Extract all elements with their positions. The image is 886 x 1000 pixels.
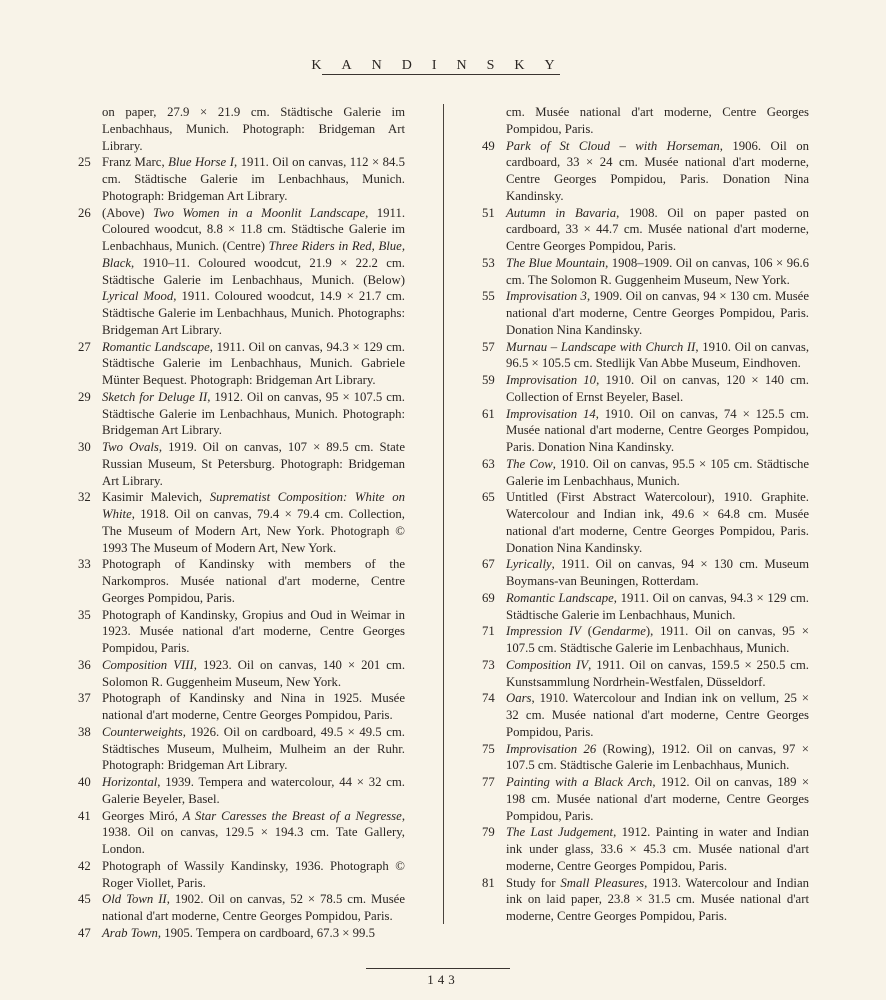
caption-number: 45 — [78, 892, 91, 907]
caption-text: Georges Miró, A Star Caresses the Breast of a Negresse, 1938. Oil on canvas, 129.5 × 194.3 cm. Tate Gallery, London. — [102, 808, 405, 856]
caption-text: (Above) Two Women in a Moonlit Landscape, 1911. Coloured woodcut, 8.8 × 11.8 cm. Städtische Galerie im Lenbachhaus, Munich. (Centre) Three Riders in Red, Blue, Black, 1910–11. Coloured woodcut, 21.9 × 22.2 cm. Städtische Galerie im Lenbachhaus, Munich. (Below) Lyrical Mood, 1911. Coloured woodcut, 14.9 × 21.7 cm. Städtische Galerie im Lenbachhaus, Munich. Photographs: Bridgeman Art Library. — [102, 205, 406, 337]
caption-number: 67 — [482, 557, 495, 572]
caption-text: Composition IV, 1911. Oil on canvas, 159.5 × 250.5 cm. Kunstsammlung Nordrhein-Westfalen, Düsseldorf. — [506, 657, 809, 689]
caption-number: 38 — [78, 724, 91, 739]
caption-entry — [482, 657, 809, 691]
caption-entry — [78, 339, 405, 389]
caption-entry — [482, 556, 809, 590]
caption-text: Lyrically, 1911. Oil on canvas, 94 × 130 cm. Museum Boymans-van Beuningen, Rotterdam. — [506, 557, 809, 588]
caption-text: Romantic Landscape, 1911. Oil on canvas, 94.3 × 129 cm. Städtische Galerie im Lenbachhaus, Munich. — [506, 590, 809, 622]
caption-text: Untitled (First Abstract Watercolour), 1910. Graphite. Watercolour and Indian ink, 49.6 × 64.8 cm. Musée national d'art moderne, Centre Georges Pompidou, Paris. Donation Nina Kandinsky. — [506, 490, 809, 555]
header-rule — [322, 74, 560, 75]
caption-text: Murnau – Landscape with Church II, 1910. Oil on canvas, 96.5 × 105.5 cm. Stedlijk Van Abbe Museum, Eindhoven. — [506, 339, 810, 371]
page-header-title: KANDINSKY — [311, 58, 575, 73]
caption-entry — [482, 875, 809, 925]
caption-number: 29 — [78, 389, 91, 404]
caption-number — [482, 104, 506, 138]
caption-entry — [78, 657, 405, 691]
caption-number: 75 — [482, 741, 495, 756]
caption-number: 74 — [482, 691, 495, 706]
caption-number: 35 — [78, 607, 91, 622]
caption-number: 61 — [482, 406, 495, 421]
caption-number: 51 — [482, 205, 495, 220]
caption-entry — [482, 590, 809, 624]
caption-text: Franz Marc, Blue Horse I, 1911. Oil on canvas, 112 × 84.5 cm. Städtische Galerie im Lenbachhaus, Munich. Photograph: Bridgeman Art Library. — [102, 155, 405, 203]
caption-text: Painting with a Black Arch, 1912. Oil on canvas, 189 × 198 cm. Musée national d'art moderne, Centre Georges Pompidou, Paris. — [506, 775, 810, 823]
caption-text: Composition VIII, 1923. Oil on canvas, 140 × 201 cm. Solomon R. Guggenheim Museum, New York. — [102, 657, 406, 689]
caption-text: Improvisation 3, 1909. Oil on canvas, 94 × 130 cm. Musée national d'art moderne, Centre Georges Pompidou, Paris. Donation Nina Kandinsky. — [506, 289, 809, 337]
caption-entry — [482, 339, 809, 373]
caption-entry — [482, 824, 809, 874]
caption-entry — [482, 288, 809, 338]
caption-number: 59 — [482, 373, 495, 387]
caption-number: 63 — [482, 456, 495, 471]
caption-entry — [78, 439, 405, 489]
caption-number: 79 — [482, 825, 495, 840]
caption-text: Park of St Cloud – with Horseman, 1906. Oil on cardboard, 33 × 24 cm. Musée national d'art moderne, Centre Georges Pompidou, Paris. Donation Nina Kandinsky. — [506, 138, 809, 203]
caption-number: 26 — [78, 205, 91, 220]
caption-entry — [78, 104, 405, 154]
caption-number: 49 — [482, 138, 495, 153]
caption-number — [78, 104, 102, 154]
caption-number: 30 — [78, 440, 91, 454]
caption-text: Sketch for Deluge II, 1912. Oil on canvas, 95 × 107.5 cm. Städtische Galerie im Lenbachhaus, Munich. Photograph: Bridgeman Art Library. — [102, 389, 405, 438]
caption-text: Impression IV (Gendarme), 1911. Oil on canvas, 95 × 107.5 cm. Städtische Galerie im Lenbachhaus, Munich. — [506, 624, 809, 655]
caption-number: 77 — [482, 775, 495, 789]
caption-entry — [78, 389, 405, 439]
caption-entry — [78, 690, 405, 724]
caption-text: The Blue Mountain, 1908–1909. Oil on canvas, 106 × 96.6 cm. The Solomon R. Guggenheim Museum, New York. — [506, 255, 810, 287]
caption-entry — [78, 808, 405, 858]
caption-entry — [78, 154, 405, 204]
caption-number: 65 — [482, 490, 495, 505]
caption-text: Old Town II, 1902. Oil on canvas, 52 × 78.5 cm. Musée national d'art moderne, Centre Georges Pompidou, Paris. — [102, 892, 405, 923]
page-number: 143 — [427, 972, 459, 987]
caption-text: Oars, 1910. Watercolour and Indian ink on vellum, 25 × 32 cm. Musée national d'art moderne, Centre Georges Pompidou, Paris. — [506, 691, 809, 739]
caption-number: 47 — [78, 925, 91, 940]
caption-entry — [78, 205, 405, 339]
caption-number: 53 — [482, 255, 495, 270]
caption-entry — [78, 925, 405, 942]
caption-number: 55 — [482, 289, 495, 304]
caption-number: 69 — [482, 590, 495, 605]
caption-text: The Last Judgement, 1912. Painting in water and Indian ink under glass, 33.6 × 45.3 cm. Musée national d'art moderne, Centre Georges Pompidou, Paris. — [506, 825, 809, 873]
caption-text: Improvisation 26 (Rowing), 1912. Oil on canvas, 97 × 107.5 cm. Städtische Galerie im Lenbachhaus, Munich. — [506, 741, 809, 773]
caption-text: cm. Musée national d'art moderne, Centre Georges Pompidou, Paris. — [506, 105, 809, 136]
caption-entry — [482, 255, 809, 289]
caption-number: 36 — [78, 657, 91, 672]
caption-entry — [78, 891, 405, 925]
caption-text: Improvisation 10, 1910. Oil on canvas, 120 × 140 cm. Collection of Ernst Beyeler, Basel. — [506, 373, 809, 404]
caption-entry — [482, 489, 809, 556]
caption-number: 37 — [78, 691, 91, 706]
caption-entry — [78, 556, 405, 606]
caption-text: Romantic Landscape, 1911. Oil on canvas, 94.3 × 129 cm. Städtische Galerie im Lenbachhaus, Munich. Gabriele Münter Bequest. Photograph: Bridgeman Art Library. — [102, 339, 405, 387]
caption-text: Autumn in Bavaria, 1908. Oil on paper pasted on cardboard, 33 × 44.7 cm. Musée national d'art moderne, Centre Georges Pompidou, Paris. — [506, 205, 809, 253]
caption-text: Two Ovals, 1919. Oil on canvas, 107 × 89.5 cm. State Russian Museum, St Petersburg. Photograph: Bridgeman Art Library. — [102, 440, 405, 488]
caption-entry — [78, 607, 405, 657]
right-column — [482, 104, 809, 925]
caption-text: Photograph of Kandinsky, Gropius and Oud in Weimar in 1923. Musée national d'art moderne, Centre Georges Pompidou, Paris. — [102, 607, 405, 655]
caption-entry — [78, 489, 405, 556]
caption-entry — [482, 104, 809, 138]
caption-text: on paper, 27.9 × 21.9 cm. Städtische Galerie im Lenbachhaus, Munich. Photograph: Bridgeman Art Library. — [102, 105, 405, 153]
caption-entry — [482, 406, 809, 456]
caption-text: The Cow, 1910. Oil on canvas, 95.5 × 105 cm. Städtische Galerie im Lenbachhaus, Munich. — [506, 456, 809, 488]
column-divider — [443, 104, 444, 924]
caption-number: 32 — [78, 490, 91, 505]
caption-number: 73 — [482, 657, 495, 672]
footer-rule — [366, 968, 510, 969]
caption-entry — [482, 372, 809, 406]
caption-entry — [482, 456, 809, 490]
caption-text: Counterweights, 1926. Oil on cardboard, 49.5 × 49.5 cm. Städtisches Museum, Mulheim, Mulheim an der Ruhr. Photograph: Bridgeman Art Library. — [102, 724, 405, 773]
caption-entry — [78, 724, 405, 774]
caption-entry — [78, 774, 405, 808]
caption-text: Improvisation 14, 1910. Oil on canvas, 74 × 125.5 cm. Musée national d'art moderne, Centre Georges Pompidou, Paris. Donation Nina Kandinsky. — [506, 406, 809, 454]
caption-text: Study for Small Pleasures, 1913. Watercolour and Indian ink on laid paper, 23.8 × 31.5 cm. Musée national d'art moderne, Centre Georges Pompidou, Paris. — [506, 875, 810, 923]
caption-text: Photograph of Wassily Kandinsky, 1936. Photograph © Roger Viollet, Paris. — [102, 858, 405, 890]
caption-number: 42 — [78, 858, 91, 873]
caption-entry — [482, 623, 809, 657]
caption-entry — [482, 741, 809, 775]
caption-text: Photograph of Kandinsky with members of the Narkompros. Musée national d'art moderne, Centre Georges Pompidou, Paris. — [102, 557, 405, 605]
caption-number: 41 — [78, 808, 91, 823]
caption-number: 81 — [482, 875, 495, 890]
caption-text: Horizontal, 1939. Tempera and watercolour, 44 × 32 cm. Galerie Beyeler, Basel. — [102, 775, 405, 806]
caption-number: 40 — [78, 775, 91, 789]
caption-entry — [482, 690, 809, 740]
caption-number: 71 — [482, 624, 495, 639]
caption-entry — [482, 138, 809, 205]
caption-text: Arab Town, 1905. Tempera on cardboard, 67.3 × 99.5 — [102, 925, 375, 940]
caption-number: 33 — [78, 557, 91, 572]
caption-number: 57 — [482, 339, 495, 354]
caption-entry — [482, 205, 809, 255]
caption-number: 25 — [78, 155, 91, 170]
caption-text: Photograph of Kandinsky and Nina in 1925. Musée national d'art moderne, Centre Georges Pompidou, Paris. — [102, 691, 405, 722]
caption-entry — [482, 774, 809, 824]
caption-number: 27 — [78, 339, 91, 354]
left-column — [78, 104, 405, 942]
caption-text: Kasimir Malevich, Suprematist Composition: White on White, 1918. Oil on canvas, 79.4 × 79.4 cm. Collection, The Museum of Modern Art, New York. Photograph © 1993 The Museum of Modern Art, New York. — [102, 490, 405, 555]
caption-entry — [78, 858, 405, 892]
